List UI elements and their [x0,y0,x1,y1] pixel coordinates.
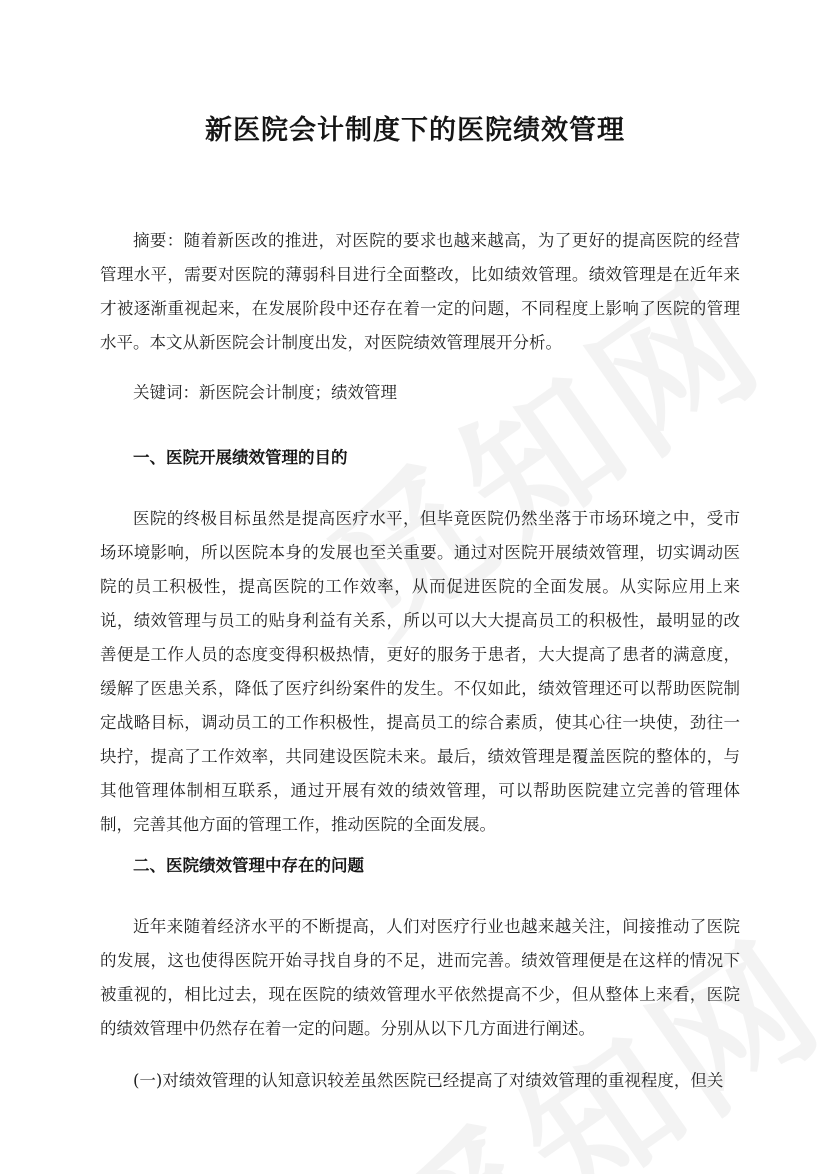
abstract-paragraph: 摘要：随着新医改的推进，对医院的要求也越来越高，为了更好的提高医院的经营管理水平，需要对医院的薄弱科目进行全面整改，比如绩效管理。绩效管理是在近年来才被逐渐重视起来，在发展阶段中还存在着一定的问题，不同程度上影响了医院的管理水平。本文从新医院会计制度出发，对医院绩效管理展开分析。 [100,231,740,352]
section-2-paragraph: 近年来随着经济水平的不断提高，人们对医疗行业也越来越关注，间接推动了医院的发展，这也使得医院开始寻找自身的不足，进而完善。绩效管理便是在这样的情况下被重视的，相比过去，现在医院的绩效管理水平依然提高不少，但从整体上来看，医院的绩效管理中仍然存在着一定的问题。分别从以下几方面进行阐述。 [100,917,740,1038]
keywords-line: 关键词：新医院会计制度；绩效管理 [133,383,397,402]
document-title: 新医院会计制度下的医院绩效管理 [205,115,625,146]
section-2-heading: 二、医院绩效管理中存在的问题 [133,856,364,875]
subsection-1-start: (一)对绩效管理的认知意识较差虽然医院已经提高了对绩效管理的重视程度，但关 [133,1071,724,1090]
section-1-paragraph: 医院的终极目标虽然是提高医疗水平，但毕竟医院仍然坐落于市场环境之中，受市场环境影响，所以医院本身的发展也至关重要。通过对医院开展绩效管理，切实调动医院的员工积极性，提高医院的工作效率，从而促进医院的全面发展。从实际应用上来说，绩效管理与员工的贴身利益有关系，所以可以大大提高员工的积极性，最明显的改善便是工作人员的态度变得积极热情，更好的服务于患者，大大提高了患者的满意度，缓解了医患关系，降低了医疗纠纷案件的发生。不仅如此，绩效管理还可以帮助医院制定战略目标，调动员工的工作积极性，提高员工的综合素质，使其心往一块使，劲往一块拧，提高了工作效率，共同建设医院未来。最后，绩效管理是覆盖医院的整体的，与其他管理体制相互联系，通过开展有效的绩效管理，可以帮助医院建立完善的管理体制，完善其他方面的管理工作，推动医院的全面发展。 [100,509,740,834]
section-1-heading: 一、医院开展绩效管理的目的 [133,448,348,467]
